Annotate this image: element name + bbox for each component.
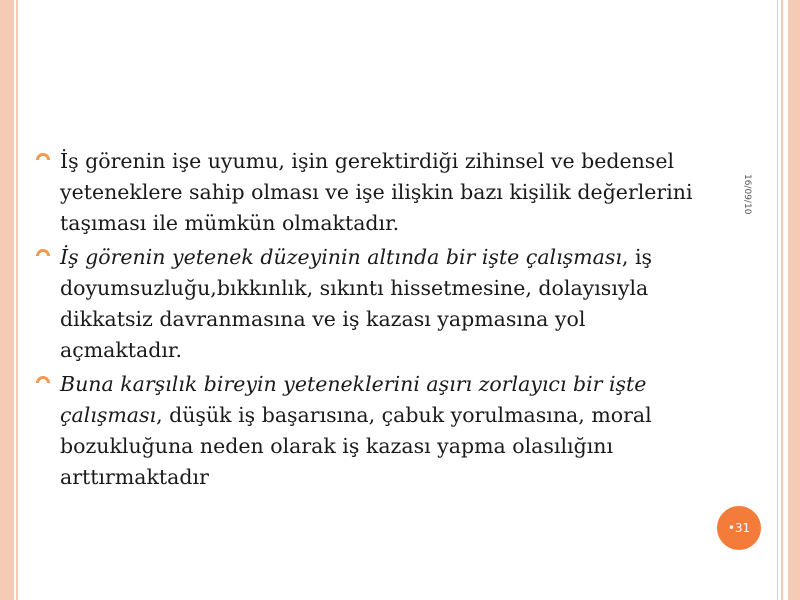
right-border-decoration (788, 0, 800, 600)
slide-date: 16/09/10 (742, 174, 752, 215)
bullet-text: , iş doyumsuzluğu,bıkkınlık, sıkıntı hissetmesine, dolayısıyla dikkatsiz davranmasına ve iş kazası yapmasına yol açmaktadır. (60, 245, 653, 362)
bullet-item (36, 369, 696, 493)
bullet-item (36, 242, 696, 366)
left-border-decoration (0, 0, 14, 600)
slide-number-badge: •31 (717, 506, 761, 550)
bullet-text: İş görenin işe uyumu, işin gerektirdiği zihinsel ve bedensel yeteneklere sahip olması ve işe ilişkin bazı kişilik değerlerini taşıması ile mümkün olmaktadır. (60, 149, 693, 235)
bullet-italic-text: Buna karşılık bireyin yeteneklerini aşırı zorlayıcı bir işte çalışması (60, 372, 647, 427)
right-line-decoration (781, 0, 783, 600)
bullet-italic-text: İş görenin yetenek düzeyinin altında bir işte çalışması (60, 245, 622, 269)
bullet-text: , düşük iş başarısına, çabuk yorulmasına, moral bozukluğuna neden olarak iş kazası yapma olasılığını arttırmaktadır (60, 403, 652, 489)
bullet-list (36, 146, 696, 496)
bullet-icon (36, 153, 50, 167)
right-inner-line-decoration (777, 0, 778, 600)
bullet-item (36, 146, 696, 239)
bullet-icon (36, 249, 50, 263)
bullet-icon (36, 376, 50, 390)
